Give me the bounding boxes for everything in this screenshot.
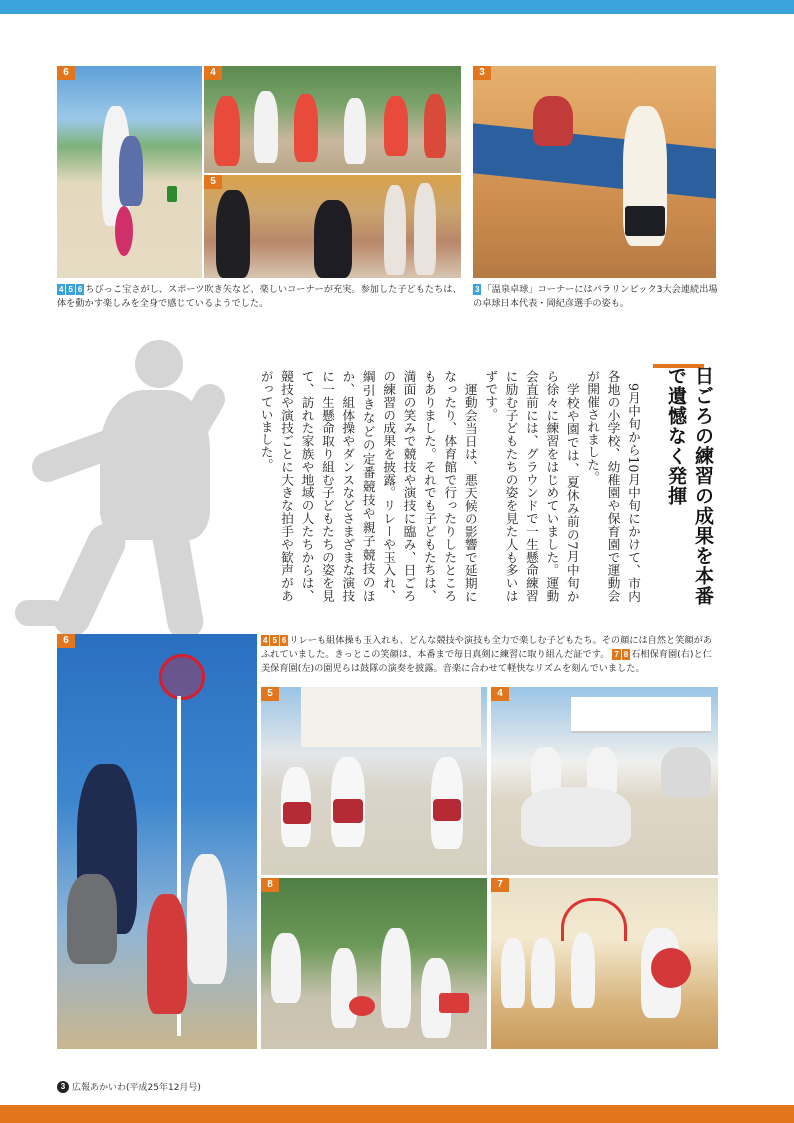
photo-bicycle-kid	[57, 66, 202, 278]
caption-text: 「温泉卓球」コーナーにはパラリンピック3大会連続出場の卓球日本代表・岡紀彦選手の姿も。	[473, 284, 718, 309]
caption-number: 6	[281, 636, 287, 645]
photo-number: 4	[204, 66, 222, 80]
caption-number: 7	[614, 650, 619, 659]
photo-pyramid	[491, 687, 718, 875]
photo-drum-corps-left	[261, 878, 487, 1049]
photo-drum-corps-right	[491, 878, 718, 1049]
photo-number: 5	[261, 687, 279, 701]
photo-number: 5	[204, 175, 222, 189]
photo-table-tennis	[473, 66, 716, 278]
photo-ball-toss	[57, 634, 257, 1049]
top-accent-bar	[0, 0, 794, 14]
article-paragraph: 9月中旬から10月中旬にかけて、市内各地の小学校、幼稚園や保育園で運動会が開催されました。	[585, 370, 641, 602]
article-body	[203, 370, 643, 602]
bottom-accent-bar	[0, 1105, 794, 1123]
article-paragraph: 運動会当日は、悪天候の影響で延期になったり、体育館で行ったりしたところもありました。それでも子どもたちは、満面の笑みで競技や演技に臨み、日ごろの練習の成果を披露。リレーや玉入れ、綱引きなどの定番競技や親子競技のほか、組体操やダンスなどさまざまな演技に一生懸命取り組む子どもたちの姿を見て、訪れた家族や地域の人たちからは、競技や演技ごとに大きな拍手や歓声があがっていました。	[258, 370, 478, 602]
caption-number: 5	[272, 636, 277, 645]
photo-number: 7	[491, 878, 509, 892]
photo-relay	[261, 687, 487, 875]
page-number: 3	[57, 1081, 69, 1093]
photo-number: 4	[491, 687, 509, 701]
caption-text: リレーも組体操も玉入れも、どんな競技や演技も全力で楽しむ子どもたち。その顔には自然と笑顔があふれていました。きっとこの笑顔は、本番まで毎日真剣に練習に取り組んだ証です。	[261, 635, 712, 660]
caption-text: ちびっこ宝さがし、スポーツ吹き矢など、楽しいコーナーが充実。参加した子どもたちは、体を動かす楽しみを全身で感じているようでした。	[57, 284, 462, 309]
publication-title: 広報あかいわ(平成25年12月号)	[72, 1083, 201, 1093]
caption-text: 石相保育園(右)と仁美保育園(左)の園児らは鼓隊の演奏を披露。音楽に合わせて軽快なリズムを刻んでいました。	[261, 649, 712, 674]
photo-kids-indoor	[204, 175, 461, 278]
photo-number: 6	[57, 634, 75, 648]
photo-kids-running	[204, 66, 461, 173]
article-paragraph: 学校や園では、夏休み前の7月中旬から徐々に練習をはじめていました。運動会直前には、グラウンドで一生懸命練習に励む子どもたちの姿を見た人も多いはずです。	[483, 370, 580, 602]
caption-bottom	[261, 634, 721, 676]
caption-number: 8	[623, 650, 629, 659]
caption-left	[57, 283, 462, 311]
article-heading: 日ごろの練習の成果を本番で遺憾なく発揮	[665, 366, 714, 606]
caption-number: 6	[77, 285, 83, 294]
page-footer	[57, 1080, 201, 1093]
photo-number: 6	[57, 66, 75, 80]
photo-number: 3	[473, 66, 491, 80]
caption-right	[473, 283, 718, 311]
caption-number: 4	[59, 285, 64, 294]
caption-number: 5	[68, 285, 73, 294]
caption-number: 4	[263, 636, 268, 645]
photo-number: 8	[261, 878, 279, 892]
caption-number: 3	[475, 285, 480, 294]
